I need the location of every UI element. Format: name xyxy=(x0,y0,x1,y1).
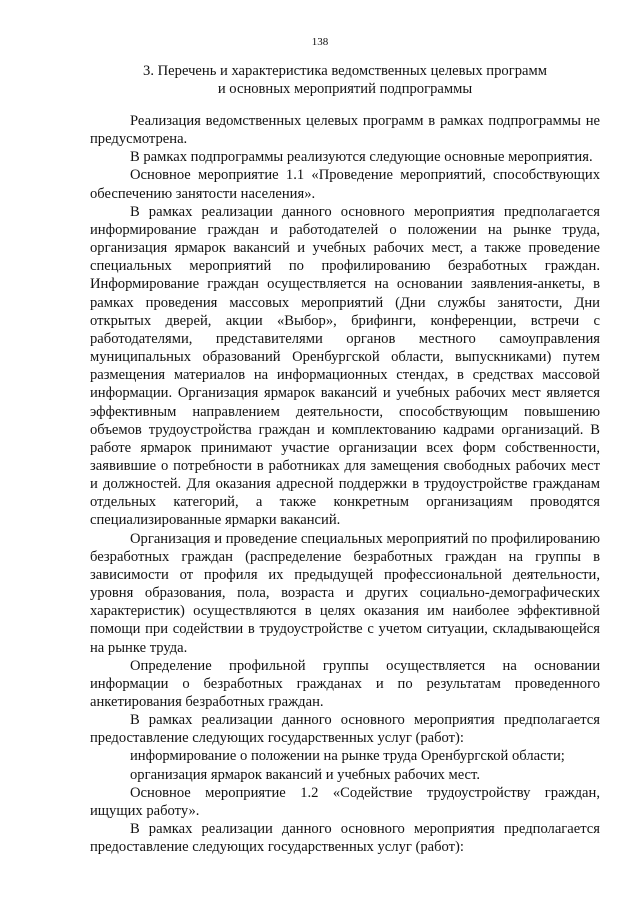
list-item-informing: информирование о положении на рынке труда Оренбургской области; xyxy=(130,748,565,765)
section-title-line-2: и основных мероприятий подпрограммы xyxy=(217,81,473,97)
body-text xyxy=(90,112,600,856)
paragraph-activity-1-1-description: В рамках реализации данного основного мероприятия предполагается информирование граждан и работодателей о положении на рынке труда, организация ярмарок вакансий и учебных рабочих мест, а также проведение специальных мероприятий по профилированию безработных граждан. Информирование граждан осуществляется на основании заявления-анкеты, в рамках проведения массовых мероприятий (Дни службы занятости, Дни открытых дверей, акции «Выбор», брифинги, конференции, встречи с работодателями, представителями органов местного самоуправления муниципальных образований Оренбургской области, выпускниками) путем размещения материалов на информационных стендах, в средствах массовой информации. Организация ярмарок вакансий и учебных рабочих мест является эффективным направлением деятельности, способствующим повышению объемов трудоустройства граждан и комплектованию кадрами организаций. В работе ярмарок принимают участие организации всех форм собственности, заявившие о потребности в работниках для замещения свободных рабочих мест и должностей. Для оказания адресной поддержки в трудоустройстве гражданам отдельных категорий, а также конкретным организациям проводятся специализированные ярмарки вакансий. xyxy=(90,203,600,529)
paragraph-profiling: Организация и проведение специальных мероприятий по профилированию безработных граждан (распределение безработных граждан на группы в зависимости от профиля их предыдущей профессиональной деятельности, уровня образования, пола, возраста и других социально-демографических характеристик) осуществляются в целях оказания им наиболее эффективной помощи при содействии в трудоустройстве с учетом ситуации, складывающейся на рынке труда. xyxy=(90,530,600,656)
paragraph-profile-group: Определение профильной группы осуществляется на основании информации о безработных гражданах и по результатам проведенного анкетирования безработных граждан. xyxy=(90,657,600,710)
paragraph-services-intro-2: В рамках реализации данного основного мероприятия предполагается предоставление следующих государственных услуг (работ): xyxy=(90,821,600,856)
section-title xyxy=(90,62,600,98)
page-number: 138 xyxy=(311,36,329,48)
paragraph-main-activities-intro: В рамках подпрограммы реализуются следующие основные мероприятия. xyxy=(130,149,593,166)
section-title-line-1: 3. Перечень и характеристика ведомственных целевых программ xyxy=(143,63,547,79)
paragraph-no-targeted-programs: Реализация ведомственных целевых программ в рамках подпрограммы не предусмотрена. xyxy=(90,113,600,148)
list-item-job-fairs: организация ярмарок вакансий и учебных рабочих мест. xyxy=(130,766,480,783)
paragraph-services-intro-1: В рамках реализации данного основного мероприятия предполагается предоставление следующих государственных услуг (работ): xyxy=(90,712,600,747)
paragraph-activity-1-2-title: Основное мероприятие 1.2 «Содействие трудоустройству граждан, ищущих работу». xyxy=(90,784,600,819)
paragraph-activity-1-1-title: Основное мероприятие 1.1 «Проведение мероприятий, способствующих обеспечению занятости населения». xyxy=(90,167,600,202)
